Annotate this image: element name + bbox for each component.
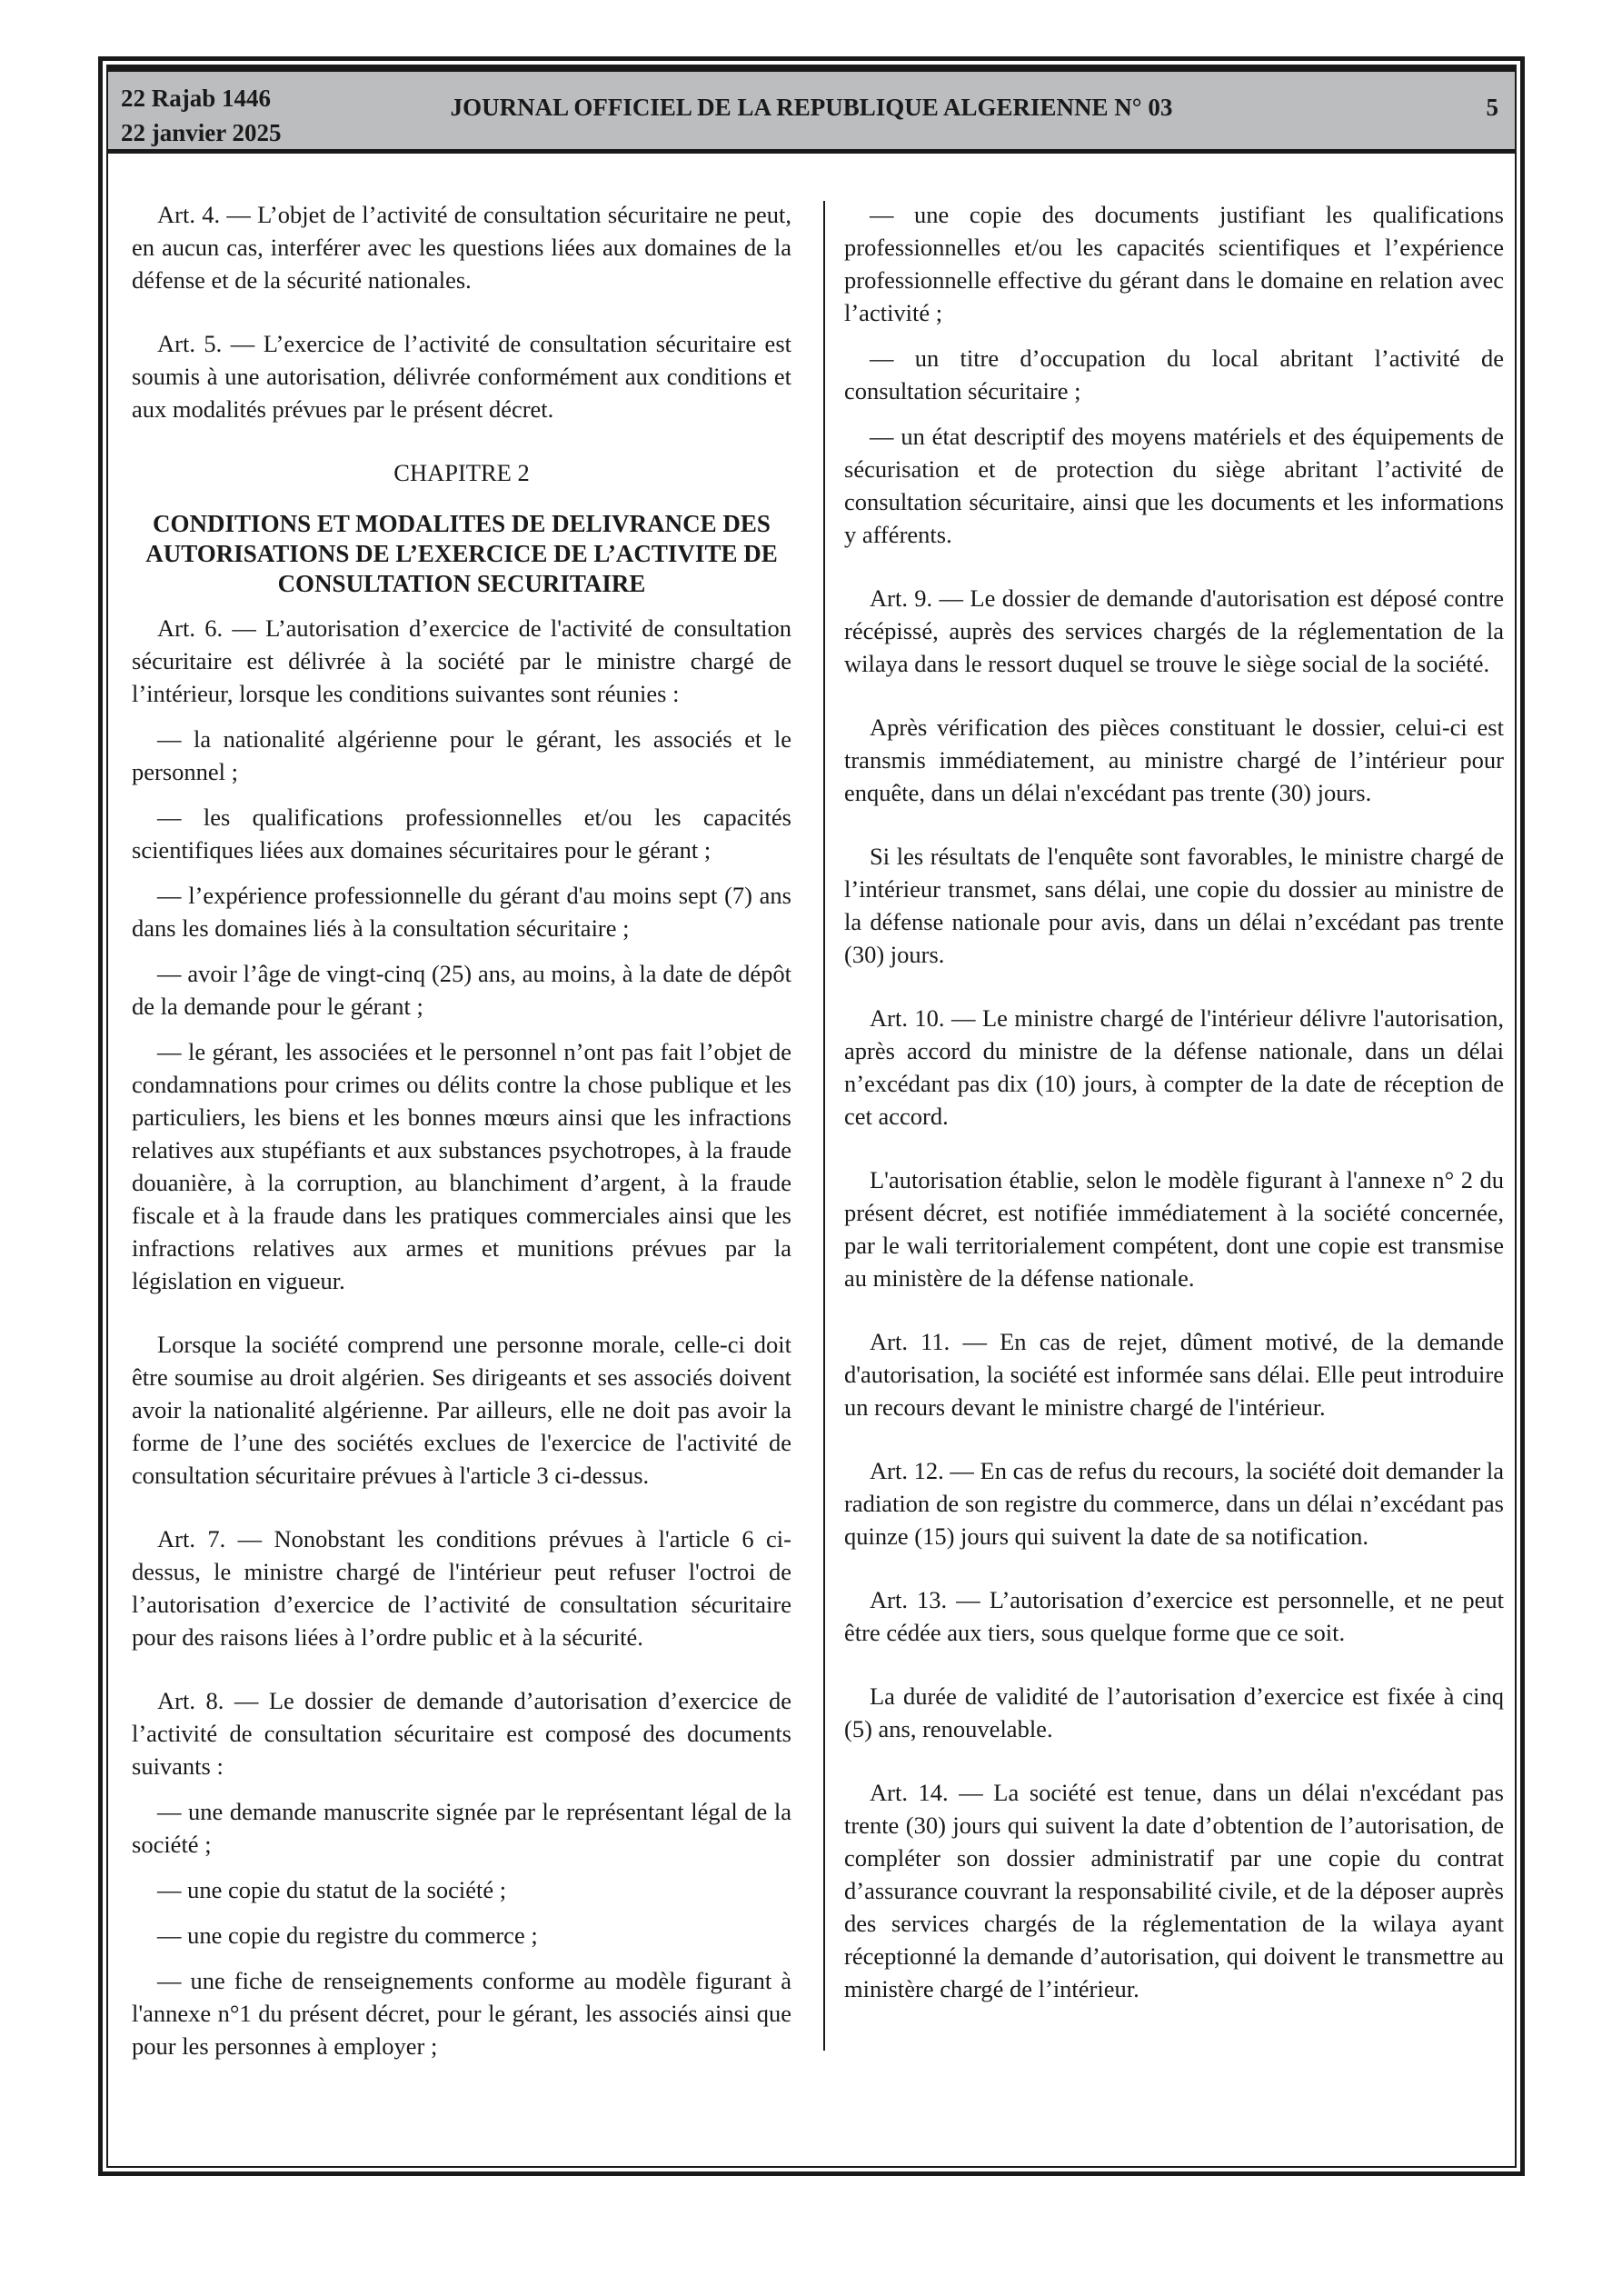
list-item: — une copie du registre du commerce ; [157,1922,538,1949]
article-6: Art. 6. — L’autorisation d’exercice de l'activité de consultation sécuritaire est délivrée à la société par le ministre chargé de l’intérieur, lorsque les conditions suivantes sont réunies : [132,614,791,707]
page-inner-frame [106,65,1517,2168]
list-item: — une demande manuscrite signée par le représentant légal de la société ; [132,1798,791,1858]
chapter-title: CONDITIONS ET MODALITES DE DELIVRANCE DES AUTORISATIONS DE L’EXERCICE DE L’ACTIVITE DE CONSULTATION SECURITAIRE [145,510,778,597]
list-item: — les qualifications professionnelles et/ou les capacités scientifiques liées aux domaines sécuritaires pour le gérant ; [132,804,791,863]
article-4: Art. 4. — L’objet de l’activité de consultation sécuritaire ne peut, en aucun cas, interférer avec les questions liées aux domaines de la défense et de la sécurité nationales. [132,201,791,294]
left-column [132,198,791,2075]
list-item: — avoir l’âge de vingt-cinq (25) ans, au moins, à la date de dépôt de la demande pour le gérant ; [132,960,791,1020]
list-item: — une copie du statut de la société ; [157,1876,507,1903]
article-7: Art. 7. — Nonobstant les conditions prévues à l'article 6 ci-dessus, le ministre chargé de l'intérieur peut refuser l'octroi de l’autorisation d’exercice de l’activité de consultation sécuritaire pour des raisons liées à l’ordre public et à la sécurité. [132,1525,791,1651]
article-11: Art. 11. — En cas de rejet, dûment motivé, de la demande d'autorisation, la société est informée sans délai. Elle peut introduire un recours devant le ministre chargé de l'intérieur. [844,1328,1504,1421]
page-number: 5 [1486,94,1498,121]
list-item: — une copie des documents justifiant les qualifications professionnelles et/ou les capacités scientifiques et l’expérience professionnelle effective du gérant dans le domaine en relation avec l’activité ; [844,201,1504,326]
paragraph: La durée de validité de l’autorisation d’exercice est fixée à cinq (5) ans, renouvelable. [844,1682,1504,1742]
article-13: Art. 13. — L’autorisation d’exercice est personnelle, et ne peut être cédée aux tiers, sous quelque forme que ce soit. [844,1586,1504,1646]
journal-header [108,66,1515,154]
list-item: — l’expérience professionnelle du gérant d'au moins sept (7) ans dans les domaines liés à la consultation sécuritaire ; [132,882,791,942]
article-10: Art. 10. — Le ministre chargé de l'intérieur délivre l'autorisation, après accord du ministre de la défense nationale, dans un délai n’excédant pas dix (10) jours, à compter de la date de réception de cet accord. [844,1004,1504,1130]
right-column [844,198,1504,2018]
paragraph: Lorsque la société comprend une personne morale, celle-ci doit être soumise au droit algérien. Ses dirigeants et ses associés doivent avoir la nationalité algérienne. Par ailleurs, elle ne doit pas avoir la forme de l’une des sociétés exclues de l'exercice de l'activité de consultation sécuritaire prévues à l'article 3 ci-dessus. [132,1331,791,1489]
list-item: — un état descriptif des moyens matériels et des équipements de sécurisation et de protection du siège abritant l’activité de consultation sécuritaire, ainsi que les documents et les informations y afférents. [844,423,1504,548]
paragraph: L'autorisation établie, selon le modèle figurant à l'annexe n° 2 du présent décret, est notifiée immédiatement à la société concernée, par le wali territorialement compétent, dont une copie est transmise au ministère de la défense nationale. [844,1166,1504,1292]
article-12: Art. 12. — En cas de refus du recours, la société doit demander la radiation de son registre du commerce, dans un délai n’excédant pas quinze (15) jours qui suivent la date de sa notification. [844,1457,1504,1550]
article-14: Art. 14. — La société est tenue, dans un délai n'excédant pas trente (30) jours qui suivent la date d’obtention de l’autorisation, de compléter son dossier administratif par une copie du contrat d’assurance couvrant la responsabilité civile, et de la déposer auprès des services chargés de la réglementation de la wilaya ayant réceptionné la demande d’autorisation, qui doivent le transmettre au ministère chargé de l’intérieur. [844,1779,1504,2002]
list-item: — la nationalité algérienne pour le gérant, les associés et le personnel ; [132,725,791,785]
journal-title: JOURNAL OFFICIEL DE LA REPUBLIQUE ALGERIENNE N° 03 [450,94,1173,121]
page-frame [98,56,1525,2176]
hijri-date: 22 Rajab 1446 [121,85,272,112]
article-8: Art. 8. — Le dossier de demande d’autorisation d’exercice de l’activité de consultation sécuritaire est composé des documents suivants : [132,1687,791,1780]
list-item: — un titre d’occupation du local abritant l’activité de consultation sécuritaire ; [844,344,1504,404]
article-5: Art. 5. — L’exercice de l’activité de consultation sécuritaire est soumis à une autorisation, délivrée conformément aux conditions et aux modalités prévues par le présent décret. [132,330,791,423]
article-9: Art. 9. — Le dossier de demande d'autorisation est déposé contre récépissé, auprès des services chargés de la réglementation de la wilaya dans le ressort duquel se trouve le siège social de la société. [844,584,1504,677]
paragraph: Après vérification des pièces constituant le dossier, celui-ci est transmis immédiatement, au ministre chargé de l’intérieur pour enquête, dans un délai n'excédant pas trente (30) jours. [844,714,1504,806]
list-item: — le gérant, les associées et le personnel n’ont pas fait l’objet de condamnations pour crimes ou délits contre la chose publique et les particuliers, les biens et les bonnes mœurs ainsi que les infractions relatives aux stupéfiants et aux substances psychotropes, à la fraude douanière, à la corruption, au blanchiment d’argent, à la fraude fiscale et à la fraude dans les pratiques commerciales ainsi que les infractions relatives aux armes et munitions prévues par la législation en vigueur. [132,1038,791,1294]
gregorian-date: 22 janvier 2025 [121,119,282,146]
paragraph: Si les résultats de l'enquête sont favorables, le ministre chargé de l’intérieur transmet, sans délai, une copie du dossier au ministre de la défense nationale pour avis, dans un délai n’excédant pas trente (30) jours. [844,843,1504,968]
list-item: — une fiche de renseignements conforme au modèle figurant à l'annexe n°1 du présent décret, pour le gérant, les associés ainsi que pour les personnes à employer ; [132,1967,791,2060]
column-divider [823,201,825,2051]
chapter-label: CHAPITRE 2 [393,459,530,486]
